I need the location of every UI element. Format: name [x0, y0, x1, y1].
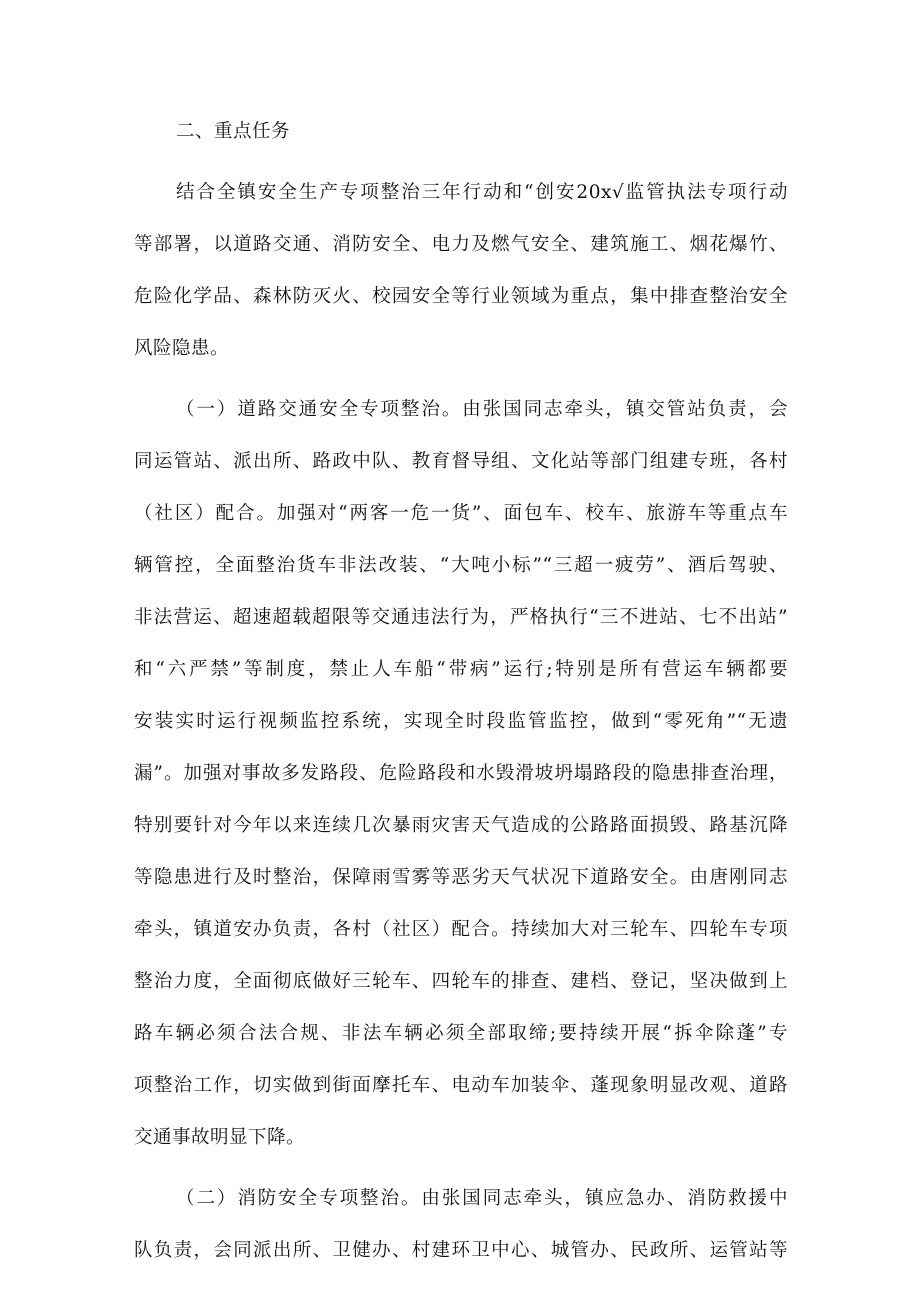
- paragraph-2-line-1: （一）道路交通安全专项整治。由张国同志牵头，镇交管站负责，会: [176, 399, 788, 420]
- paragraph-2-line-10: 等隐患进行及时整治，保障雨雪雾等恶劣天气状况下道路安全。由唐刚同志: [134, 867, 788, 888]
- paragraph-2-line-5: 非法营运、超速超载超限等交通违法行为，严格执行“三不进站、七不出站”: [134, 607, 788, 628]
- paragraph-3-line-1: （二）消防安全专项整治。由张国同志牵头，镇应急办、消防救援中: [176, 1188, 788, 1209]
- paragraph-3-line-2: 队负责，会同派出所、卫健办、村建环卫中心、城管办、民政所、运管站等: [134, 1240, 788, 1261]
- paragraph-1-line-4: 风险隐患。: [134, 338, 230, 359]
- paragraph-1-line-1: 结合全镇安全生产专项整治三年行动和“创安20x√监管执法专项行动: [176, 182, 788, 203]
- paragraph-2-line-15: 交通事故明显下降。: [134, 1127, 306, 1148]
- paragraph-2-line-6: 和“六严禁”等制度，禁止人车船“带病”运行;特别是所有营运车辆都要: [134, 659, 788, 680]
- paragraph-1-line-2: 等部署，以道路交通、消防安全、电力及燃气安全、建筑施工、烟花爆竹、: [134, 234, 788, 255]
- paragraph-2-line-2: 同运管站、派出所、路政中队、教育督导组、文化站等部门组建专班，各村: [134, 451, 788, 472]
- paragraph-1-line-3: 危险化学品、森林防灭火、校园安全等行业领域为重点，集中排查整治安全: [134, 286, 788, 307]
- paragraph-2-line-11: 牵头，镇道安办负责，各村（社区）配合。持续加大对三轮车、四轮车专项: [134, 919, 788, 940]
- section-heading: 二、重点任务: [176, 121, 291, 142]
- paragraph-2-line-3: （社区）配合。加强对“两客一危一货”、面包车、校车、旅游车等重点车: [134, 503, 788, 524]
- paragraph-2-line-14: 项整治工作，切实做到街面摩托车、电动车加装伞、蓬现象明显改观、道路: [134, 1075, 788, 1096]
- paragraph-2-line-7: 安装实时运行视频监控系统，实现全时段监管监控，做到“零死角”“无遗: [134, 711, 788, 732]
- paragraph-2-line-9: 特别要针对今年以来连续几次暴雨灾害天气造成的公路路面损毁、路基沉降: [134, 815, 788, 836]
- paragraph-2-line-4: 辆管控，全面整治货车非法改装、“大吨小标”“三超一疲劳”、酒后驾驶、: [134, 555, 788, 576]
- paragraph-2-line-12: 整治力度，全面彻底做好三轮车、四轮车的排查、建档、登记，坚决做到上: [134, 971, 788, 992]
- paragraph-2-line-13: 路车辆必须合法合规、非法车辆必须全部取缔;要持续开展“拆伞除蓬”专: [134, 1023, 788, 1044]
- paragraph-2-line-8: 漏”。加强对事故多发路段、危险路段和水毁滑坡坍塌路段的隐患排查治理，: [134, 763, 788, 784]
